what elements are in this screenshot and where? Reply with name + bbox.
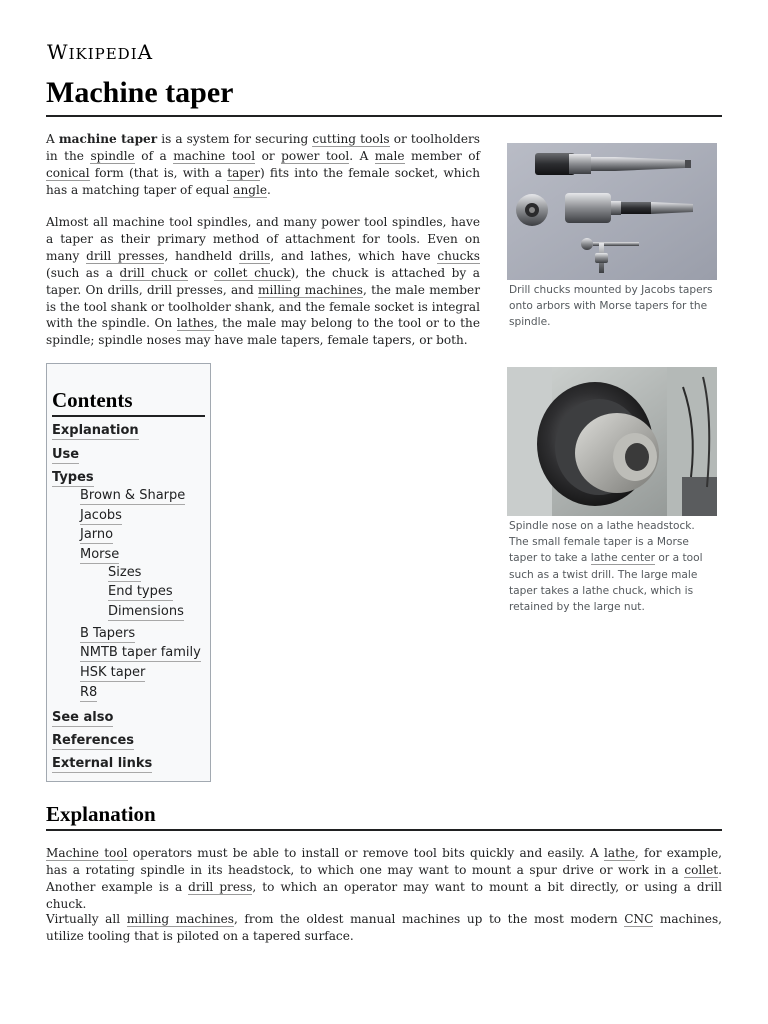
link-drill-press[interactable]: drill press <box>188 879 253 894</box>
link-conical[interactable]: conical <box>46 165 90 180</box>
toc-item-sizes[interactable]: Sizes <box>108 565 142 580</box>
link-male[interactable]: male <box>374 148 405 163</box>
explanation-paragraph-2: Virtually all milling machines, from the oldest manual machines up to the most modern CNC machines, utilize tooling that is piloted on a tapered surface. <box>46 912 723 943</box>
intro-paragraph-1: A machine taper is a system for securing cutting tools or toolholders in the spindle of a machine tool or power tool. A male member of conical form (that is, with a taper) fits into the female socket, which has a matching taper of equal angle. <box>46 132 480 197</box>
toc-item-use[interactable]: Use <box>52 447 80 462</box>
toc-item-jarno[interactable]: Jarno <box>80 527 114 542</box>
link-spindle[interactable]: spindle <box>90 148 135 163</box>
link-collet[interactable]: collet <box>684 862 719 877</box>
toc-item-references[interactable]: References <box>52 733 135 748</box>
link-lathes[interactable]: lathes <box>176 316 214 331</box>
title-divider <box>46 115 722 117</box>
toc-item-external-links[interactable]: External links <box>52 756 153 771</box>
figure-spindle-nose <box>507 367 717 615</box>
toc-item-types[interactable]: Types <box>52 470 94 485</box>
link-milling-machines[interactable]: milling machines <box>258 282 364 297</box>
table-of-contents <box>46 363 211 782</box>
toc-item-jacobs[interactable]: Jacobs <box>80 508 122 523</box>
link-cnc[interactable]: CNC <box>624 912 654 926</box>
toc-title: Contents <box>52 388 133 412</box>
toc-item-dimensions[interactable]: Dimensions <box>108 604 184 619</box>
page-title: Machine taper <box>46 76 234 109</box>
link-machine-tool[interactable]: Machine tool <box>46 846 128 860</box>
toc-item-see-also[interactable]: See also <box>52 710 114 725</box>
link-milling-machines[interactable]: milling machines <box>126 912 235 926</box>
link-angle[interactable]: angle <box>233 182 268 197</box>
toc-item-end-types[interactable]: End types <box>108 584 173 599</box>
link-taper[interactable]: taper <box>227 165 260 180</box>
figure-caption: Drill chucks mounted by Jacobs tapers onto arbors with Morse tapers for the spindle. <box>509 284 713 329</box>
drill-chucks-image[interactable] <box>507 143 717 280</box>
link-drills[interactable]: drills <box>238 248 271 263</box>
link-drill-chuck[interactable]: drill chuck <box>119 265 188 280</box>
toc-divider <box>52 415 205 417</box>
link-cutting-tools[interactable]: cutting tools <box>312 132 390 146</box>
figure-caption: Spindle nose on a lathe headstock. The small female taper is a Morse taper to take a lathe center or a tool such as a twist drill. The large male taper takes a lathe chuck, which is retained by the large nut. <box>509 520 703 614</box>
link-power-tool[interactable]: power tool <box>281 148 350 163</box>
link-drill-presses[interactable]: drill presses <box>86 248 165 263</box>
figure-drill-chucks <box>507 143 717 331</box>
spindle-nose-image[interactable] <box>507 367 717 516</box>
toc-item-b-tapers[interactable]: B Tapers <box>80 626 136 641</box>
toc-item-brown-sharpe[interactable]: Brown & Sharpe <box>80 488 186 503</box>
toc-item-hsk-taper[interactable]: HSK taper <box>80 665 146 680</box>
link-collet-chuck[interactable]: collet chuck <box>213 265 291 280</box>
explanation-paragraph-1: Machine tool operators must be able to install or remove tool bits quickly and easily. A lathe, for example, has a rotating spindle in its headstock, to which one may want to mount a spur drive or work in a collet. Another example is a drill press, to which an operator may want to mount a bit directly, or using a drill chuck. <box>46 846 722 911</box>
link-machine-tool[interactable]: machine tool <box>173 148 256 163</box>
toc-item-morse[interactable]: Morse <box>80 547 120 562</box>
toc-item-r8[interactable]: R8 <box>80 685 98 700</box>
wikipedia-wordmark[interactable]: WIKIPEDIA <box>47 40 154 64</box>
intro-paragraph-2: Almost all machine tool spindles, and many power tool spindles, have a taper as their primary method of attachment for tools. Even on many drill presses, handheld drills, and lathes, which have chucks (such as a drill chuck or collet chuck), the chuck is attached by a taper. On drills, drill presses, and milling machines, the male member is the tool shank or toolholder shank, and the female socket is integral with the spindle. On lathes, the male may belong to the tool or to the spindle; spindle noses may have male tapers, female tapers, or both. <box>46 215 480 348</box>
link-chucks[interactable]: chucks <box>437 248 480 263</box>
section-heading-explanation: Explanation <box>46 802 156 826</box>
toc-item-nmtb-taper-family[interactable]: NMTB taper family <box>80 645 201 660</box>
link-lathe[interactable]: lathe <box>604 846 635 860</box>
toc-item-explanation[interactable]: Explanation <box>52 423 139 438</box>
link-lathe-center[interactable]: lathe center <box>590 552 656 565</box>
section-divider <box>46 829 722 831</box>
